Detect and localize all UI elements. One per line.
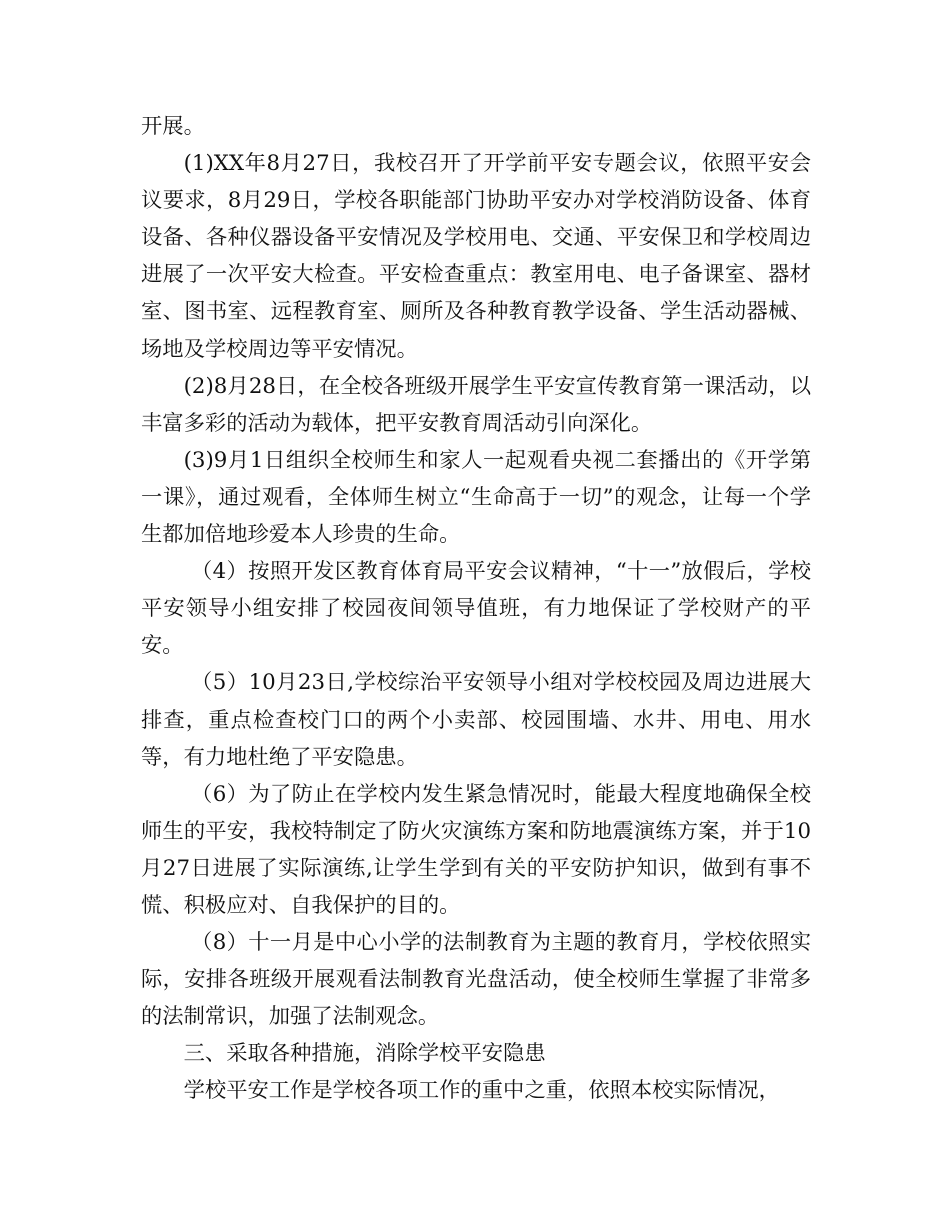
paragraph-item-1: (1)XX年8月27日，我校召开了开学前平安专题会议，依照平安会议要求，8月29日，学校各职能部门协助平安办对学校消防设备、体育设备、各种仪器设备平安情况及学校用电、交通、平安保卫和学校周边进展了一次平安大检查。平安检查重点：教室用电、电子备课室、器材室、图书室、远程教育室、厕所及各种教育教学设备、学生活动器械、场地及学校周边等平安情况。 — [141, 151, 811, 362]
paragraph-item-3: (3)9月1日组织全校师生和家人一起观看央视二套播出的《开学第一课》，通过观看，全体师生树立“生命高于一切”的观念，让每一个学生都加倍地珍爱本人珍贵的生命。 — [141, 447, 811, 548]
paragraph-item-2: (2)8月28日，在全校各班级开展学生平安宣传教育第一课活动，以丰富多彩的活动为载体，把平安教育周活动引向深化。 — [141, 373, 811, 436]
document-page — [141, 108, 811, 1110]
paragraph-item-5: （5）10月23日,学校综治平安领导小组对学校校园及周边进展大排查，重点检查校门口的两个小卖部、校园围墙、水井、用电、用水等，有力地杜绝了平安隐患。 — [141, 670, 811, 770]
paragraph-continuation: 开展。 — [141, 114, 205, 139]
paragraph-item-6: （6）为了防止在学校内发生紧急情况时，能最大程度地确保全校师生的平安，我校特制定了防火灾演练方案和防地震演练方案，并于10月27日进展了实际演练,让学生学到有关的平安防护知识，做到有事不慌、积极应对、自我保护的目的。 — [141, 781, 811, 918]
paragraph-section-intro: 学校平安工作是学校各项工作的重中之重，依照本校实际情况， — [183, 1078, 780, 1104]
paragraph-item-4: （4）按照开发区教育体育局平安会议精神，“十一”放假后，学校平安领导小组安排了校园夜间领导值班，有力地保证了学校财产的平安。 — [141, 559, 811, 659]
section-heading: 三、采取各种措施，消除学校平安隐患 — [183, 1041, 546, 1067]
paragraph-item-8: （8）十一月是中心小学的法制教育为主题的教育月，学校依照实际，安排各班级开展观看法制教育光盘活动，使全校师生掌握了非常多的法制常识，加强了法制观念。 — [141, 930, 811, 1030]
